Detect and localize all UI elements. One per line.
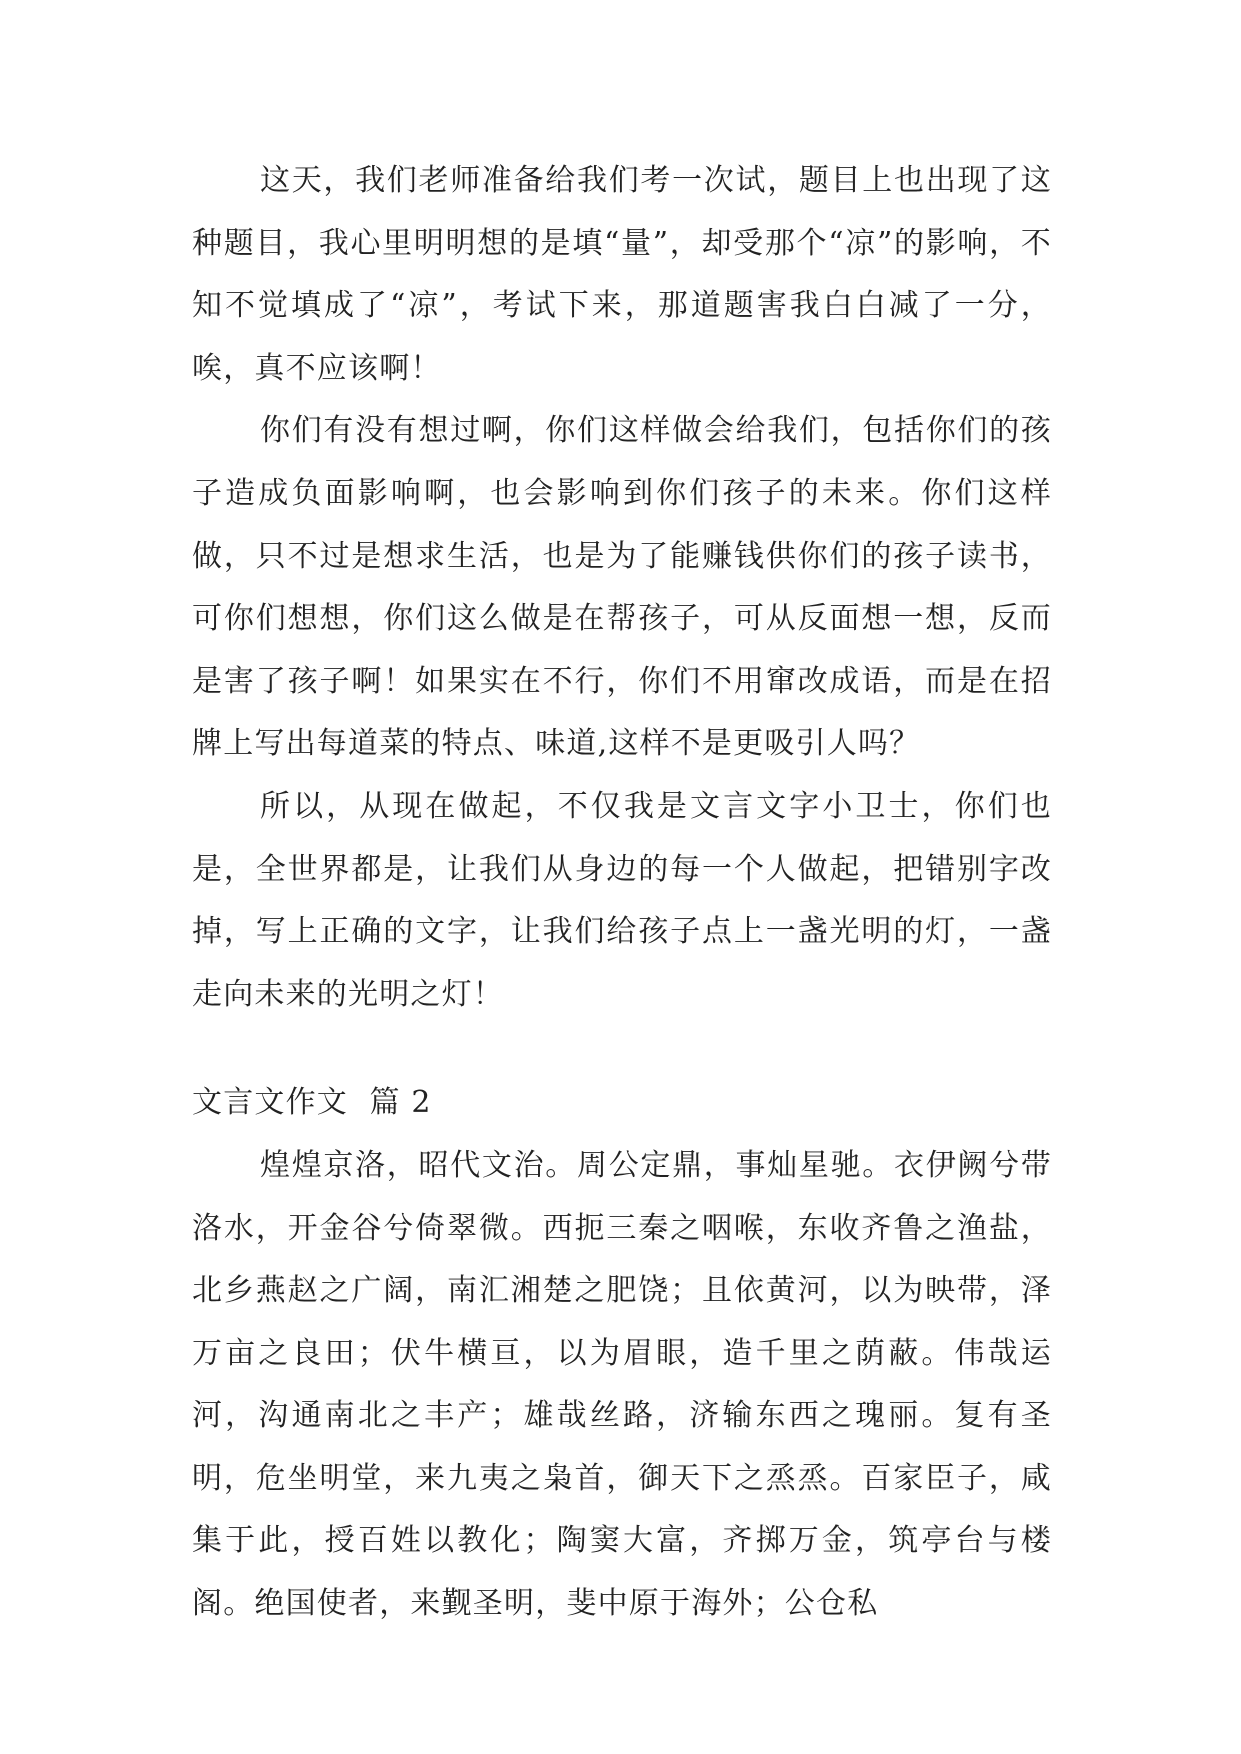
paragraph-exam: 这天，我们老师准备给我们考一次试，题目上也出现了这种题目，我心里明明想的是填“量”，却受那个“凉”的影响，不知不觉填成了“凉”，考试下来，那道题害我白白减了一分，唉，真不应该啊！: [192, 163, 1052, 386]
paragraph-luoyang-essay: 煌煌京洛，昭代文治。周公定鼎，事灿星驰。衣伊阙兮带洛水，开金谷兮倚翠微。西扼三秦之咽喉，东收齐鲁之渔盐，北乡燕赵之广阔，南汇湘楚之肥饶；且依黄河，以为映带，泽万亩之良田；伏牛横亘，以为眉眼，造千里之荫蔽。伟哉运河，沟通南北之丰产；雄哉丝路，济输东西之瑰丽。复有圣明，危坐明堂，来九夷之枭首，御天下之烝烝。百家臣子，咸集于此，授百姓以教化；陶窦大富，齐掷万金，筑亭台与楼阁。绝国使者，来觐圣明，斐中原于海外；公仓私: [192, 1147, 1052, 1622]
document-page: [192, 150, 1052, 1636]
paragraph-conclusion: 所以，从现在做起，不仅我是文言文字小卫士，你们也是，全世界都是，让我们从身边的每一个人做起，把错别字改掉，写上正确的文字，让我们给孩子点上一盏光明的灯，一盏走向未来的光明之灯！: [192, 788, 1052, 1012]
paragraph-appeal-to-shopkeepers: 你们有没有想过啊，你们这样做会给我们，包括你们的孩子造成负面影响啊，也会影响到你们孩子的未来。你们这样做，只不过是想求生活，也是为了能赚钱供你们的孩子读书，可你们想想，你们这么做是在帮孩子，可从反面想一想，反而是害了孩子啊！如果实在不行，你们不用窜改成语，而是在招牌上写出每道菜的特点、味道,这样不是更吸引人吗？: [192, 413, 1052, 762]
section-heading: 文言文作文 篇 2: [192, 1085, 432, 1121]
